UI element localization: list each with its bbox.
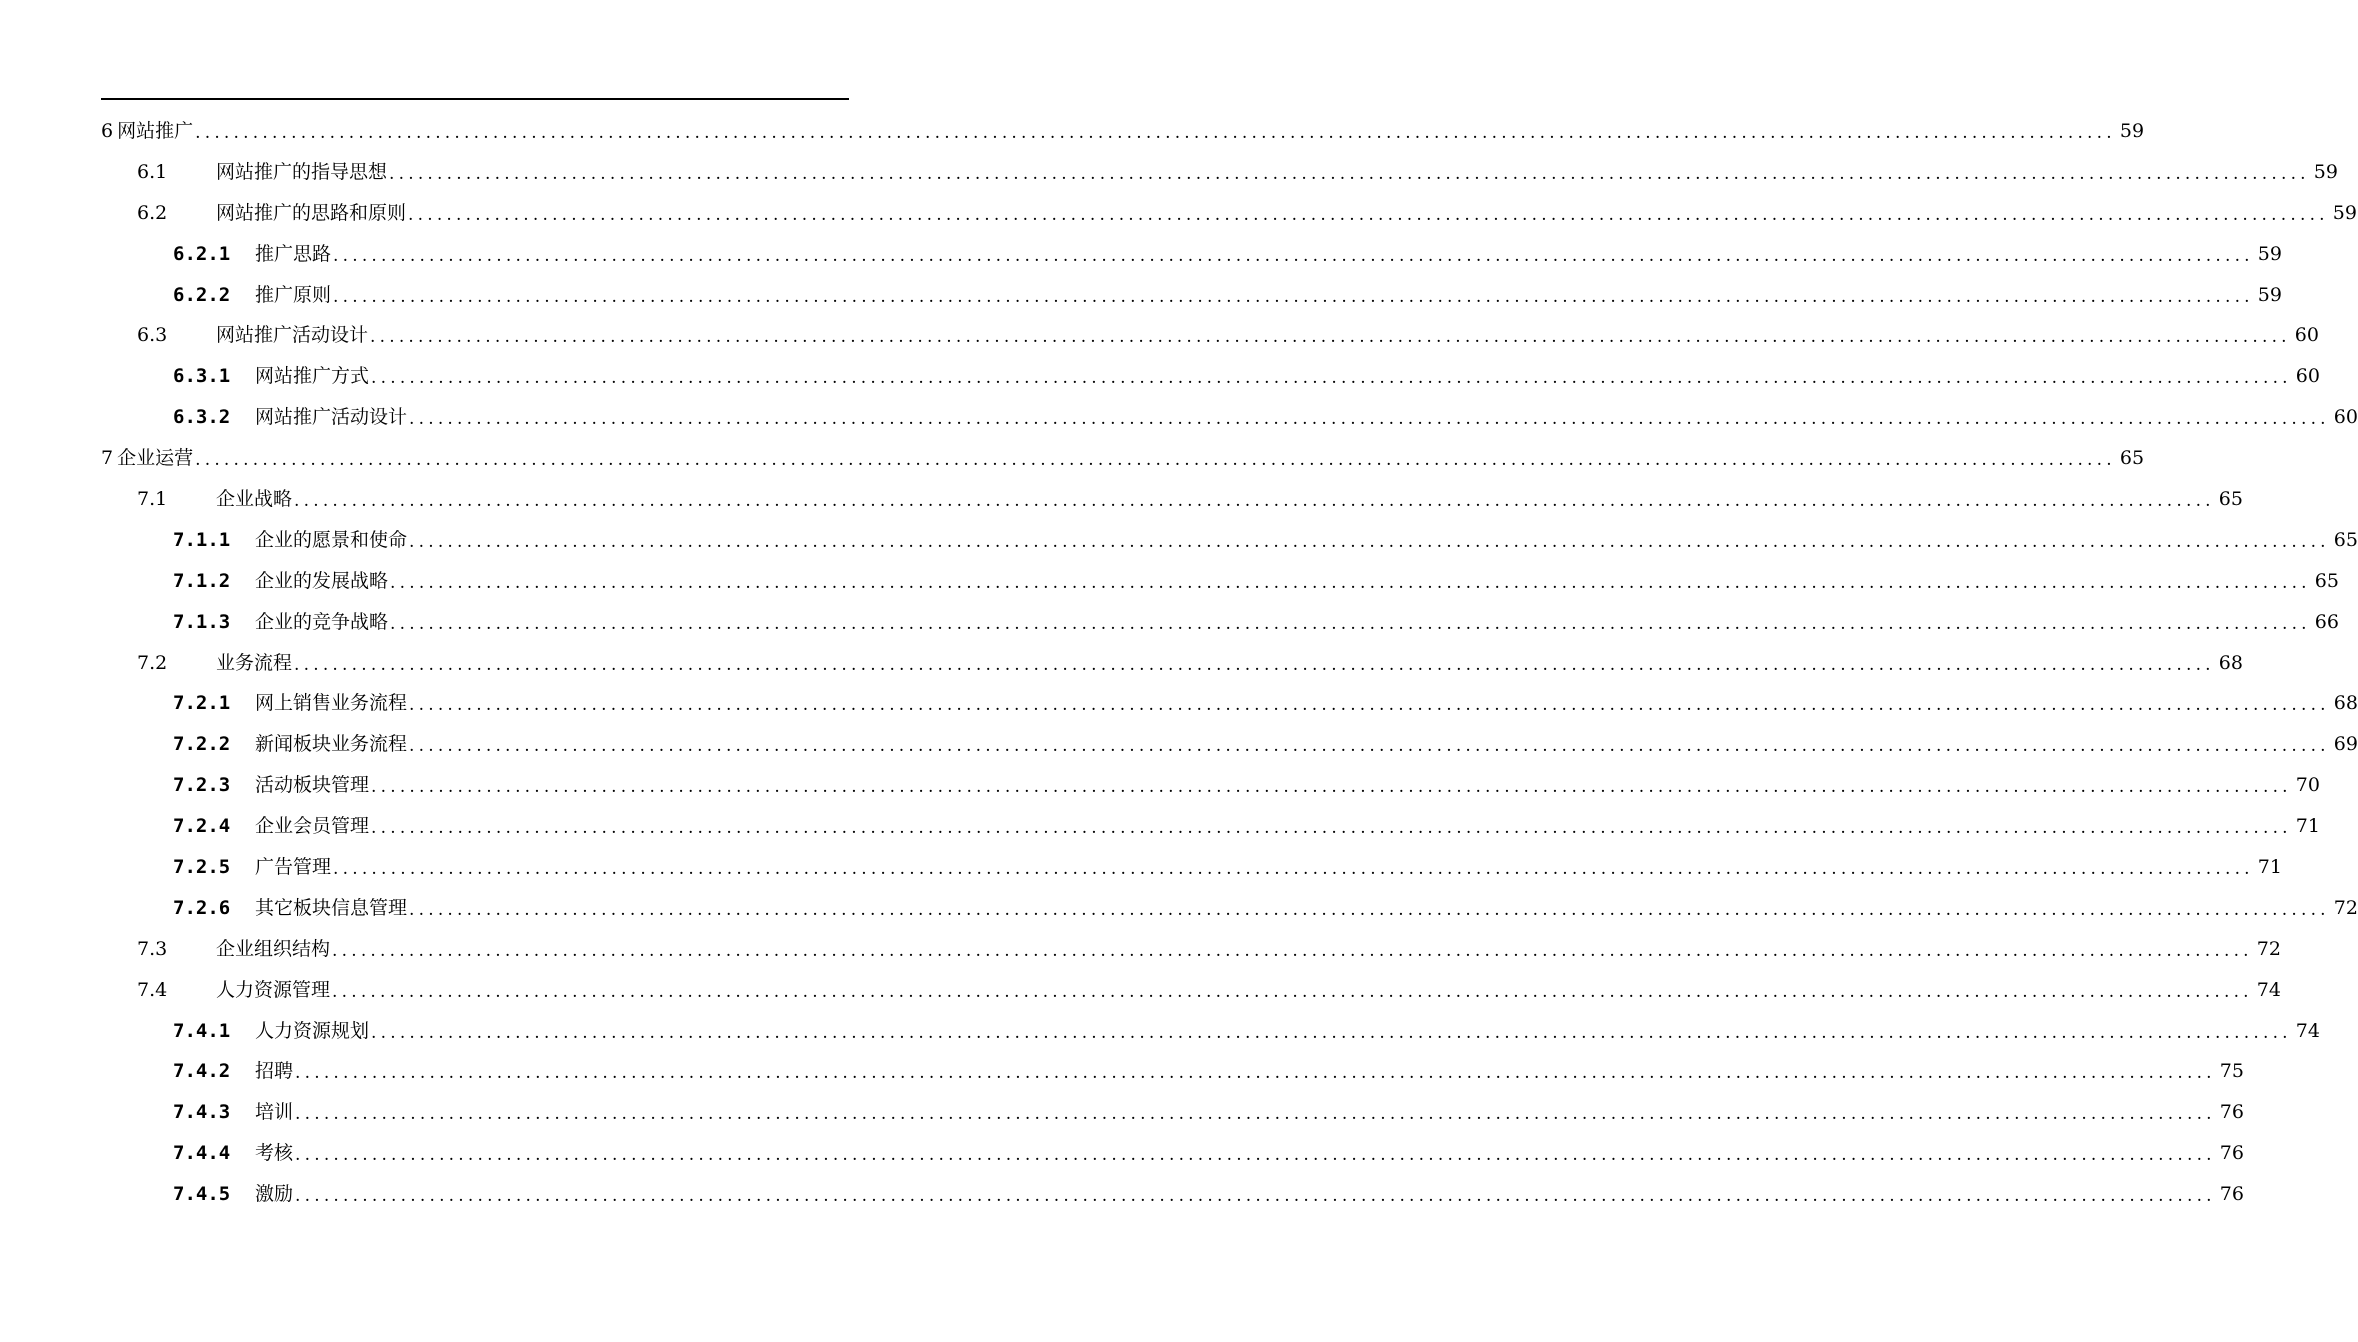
header-rule	[101, 98, 849, 100]
toc-entry-page-number: 65	[2314, 569, 2339, 592]
dot-leader: ........................................................................................................................................................................................................	[409, 899, 2330, 920]
toc-entry-number: 7.4	[137, 978, 168, 1001]
toc-entry-7-1-2[interactable]	[101, 561, 2339, 602]
toc-entry-6-3-2[interactable]	[101, 397, 2358, 438]
toc-entry-page-number: 70	[2295, 774, 2320, 797]
dot-leader: ........................................................................................................................................................................................................	[409, 695, 2330, 716]
toc-entry-page-number: 59	[2257, 283, 2282, 306]
toc-entry-page-number: 75	[2219, 1060, 2244, 1083]
toc-entry-number: 7.4.5	[173, 1183, 231, 1206]
toc-entry-7-2[interactable]	[101, 643, 2243, 684]
toc-entry-7-4-5[interactable]	[101, 1174, 2244, 1215]
toc-entry-page-number: 74	[2295, 1019, 2320, 1042]
toc-entry-7-4[interactable]	[101, 970, 2281, 1011]
toc-entry-title: 广告管理	[255, 855, 332, 878]
toc-entry-page-number: 76	[2219, 1142, 2244, 1165]
toc-entry-title: 网站推广活动设计	[216, 324, 369, 347]
toc-entry-7-2-3[interactable]	[101, 765, 2320, 806]
toc-entry-number: 7.2.6	[173, 896, 231, 919]
toc-entry-title: 培训	[255, 1101, 294, 1124]
dot-leader: ........................................................................................................................................................................................................	[390, 613, 2311, 634]
toc-entry-number: 7.2	[137, 651, 168, 674]
toc-entry-page-number: 60	[2333, 406, 2358, 429]
toc-entry-page-number: 59	[2332, 201, 2357, 224]
dot-leader: ........................................................................................................................................................................................................	[294, 654, 2215, 675]
toc-entry-number: 6.3.1	[173, 365, 231, 388]
toc-entry-7-2-5[interactable]	[101, 847, 2282, 888]
dot-leader: ........................................................................................................................................................................................................	[332, 940, 2253, 961]
toc-entry-title: 企业的愿景和使命	[255, 528, 408, 551]
toc-entry-title: 企业会员管理	[255, 815, 370, 838]
toc-entry-page-number: 65	[2119, 447, 2145, 470]
toc-entry-number: 7.4.4	[173, 1142, 231, 1165]
toc-entry-title: 其它板块信息管理	[255, 896, 408, 919]
toc-entry-title: 企业的发展战略	[255, 569, 389, 592]
toc-entry-page-number: 66	[2314, 610, 2339, 633]
toc-entry-title: 网上销售业务流程	[255, 692, 408, 715]
toc-entry-7[interactable]	[101, 438, 2145, 479]
toc-entry-title: 活动板块管理	[255, 774, 370, 797]
toc-entry-number: 7.4.3	[173, 1101, 231, 1124]
toc-entry-7-4-2[interactable]	[101, 1051, 2244, 1092]
dot-leader: ........................................................................................................................................................................................................	[333, 286, 2254, 307]
dot-leader: ........................................................................................................................................................................................................	[332, 981, 2253, 1002]
toc-entry-page-number: 65	[2218, 487, 2243, 510]
dot-leader: ........................................................................................................................................................................................................	[371, 777, 2292, 798]
toc-entry-number: 7.4.1	[173, 1019, 231, 1042]
toc-entry-title: 人力资源管理	[216, 978, 331, 1001]
toc-entry-number: 7.1	[137, 487, 168, 510]
dot-leader: ........................................................................................................................................................................................................	[195, 450, 2116, 471]
dot-leader: ........................................................................................................................................................................................................	[333, 245, 2254, 266]
toc-entry-6-3[interactable]	[101, 315, 2319, 356]
toc-entry-7-4-3[interactable]	[101, 1092, 2244, 1133]
toc-entry-page-number: 76	[2219, 1101, 2244, 1124]
toc-entry-title: 人力资源规划	[255, 1019, 370, 1042]
dot-leader: ........................................................................................................................................................................................................	[333, 858, 2254, 879]
toc-entry-6-1[interactable]	[101, 152, 2338, 193]
toc-entry-7-2-6[interactable]	[101, 888, 2358, 929]
toc-entry-title: 业务流程	[216, 651, 293, 674]
toc-entry-7-3[interactable]	[101, 929, 2281, 970]
toc-entry-6-2-2[interactable]	[101, 275, 2282, 316]
dot-leader: ........................................................................................................................................................................................................	[371, 1022, 2292, 1043]
toc-entry-number: 7.4.2	[173, 1060, 231, 1083]
toc-entry-7-4-1[interactable]	[101, 1011, 2320, 1052]
toc-entry-number: 6.3.2	[173, 406, 231, 429]
dot-leader: ........................................................................................................................................................................................................	[409, 409, 2330, 430]
toc-entry-6-2-1[interactable]	[101, 234, 2282, 275]
toc-entry-number: 6.3	[137, 324, 168, 347]
dot-leader: ........................................................................................................................................................................................................	[294, 490, 2215, 511]
toc-entry-6-2[interactable]	[101, 193, 2357, 234]
toc-entry-number: 7.2.5	[173, 855, 231, 878]
dot-leader: ........................................................................................................................................................................................................	[390, 572, 2311, 593]
toc-entry-page-number: 71	[2257, 855, 2282, 878]
toc-entry-number: 7.2.2	[173, 733, 231, 756]
toc-entry-title: 招聘	[255, 1060, 294, 1083]
toc-entry-page-number: 74	[2256, 978, 2281, 1001]
toc-entry-7-1[interactable]	[101, 479, 2243, 520]
dot-leader: ........................................................................................................................................................................................................	[408, 204, 2329, 225]
dot-leader: ........................................................................................................................................................................................................	[409, 736, 2330, 757]
dot-leader: ........................................................................................................................................................................................................	[295, 1104, 2216, 1125]
toc-entry-page-number: 60	[2294, 324, 2319, 347]
toc-entry-number: 7.1.1	[173, 528, 231, 551]
toc-entry-title: 激励	[255, 1183, 294, 1206]
toc-entry-number: 7.2.1	[173, 692, 231, 715]
toc-entry-title: 网站推广活动设计	[255, 406, 408, 429]
toc-entry-title: 推广原则	[255, 283, 332, 306]
dot-leader: ........................................................................................................................................................................................................	[295, 1145, 2216, 1166]
dot-leader: ........................................................................................................................................................................................................	[295, 1186, 2216, 1207]
table-of-contents	[101, 111, 2358, 1215]
toc-entry-7-1-3[interactable]	[101, 602, 2339, 643]
toc-entry-number: 6.2	[137, 201, 168, 224]
toc-entry-page-number: 76	[2219, 1183, 2244, 1206]
toc-entry-6-3-1[interactable]	[101, 356, 2320, 397]
toc-entry-page-number: 68	[2218, 651, 2243, 674]
toc-entry-number: 6.2.1	[173, 242, 231, 265]
dot-leader: ........................................................................................................................................................................................................	[295, 1063, 2216, 1084]
toc-entry-title: 企业战略	[216, 487, 293, 510]
toc-entry-title: 企业运营	[117, 447, 194, 470]
toc-entry-title: 网站推广的思路和原则	[216, 201, 407, 224]
toc-entry-number: 7.1.3	[173, 610, 231, 633]
toc-entry-page-number: 69	[2333, 733, 2358, 756]
toc-entry-7-2-1[interactable]	[101, 683, 2358, 724]
toc-entry-title: 推广思路	[255, 242, 332, 265]
toc-entry-7-4-4[interactable]	[101, 1133, 2244, 1174]
toc-entry-title: 企业组织结构	[216, 937, 331, 960]
toc-entry-number: 6.1	[137, 160, 168, 183]
toc-entry-7-2-4[interactable]	[101, 806, 2320, 847]
dot-leader: ........................................................................................................................................................................................................	[195, 122, 2116, 143]
toc-entry-page-number: 59	[2119, 119, 2145, 142]
toc-entry-number: 6.2.2	[173, 283, 231, 306]
toc-entry-page-number: 72	[2256, 937, 2281, 960]
toc-entry-7-2-2[interactable]	[101, 724, 2358, 765]
toc-entry-page-number: 60	[2295, 365, 2320, 388]
toc-entry-page-number: 65	[2333, 528, 2358, 551]
toc-entry-number: 7.1.2	[173, 569, 231, 592]
toc-entry-6[interactable]	[101, 111, 2145, 152]
toc-entry-page-number: 72	[2333, 896, 2358, 919]
toc-entry-page-number: 71	[2295, 815, 2320, 838]
dot-leader: ........................................................................................................................................................................................................	[389, 163, 2310, 184]
toc-entry-title: 网站推广的指导思想	[216, 160, 388, 183]
toc-entry-title: 企业的竞争战略	[255, 610, 389, 633]
toc-entry-title: 网站推广方式	[255, 365, 370, 388]
toc-entry-number: 6	[101, 119, 114, 142]
toc-entry-7-1-1[interactable]	[101, 520, 2358, 561]
dot-leader: ........................................................................................................................................................................................................	[371, 818, 2292, 839]
dot-leader: ........................................................................................................................................................................................................	[409, 531, 2330, 552]
toc-entry-number: 7.2.4	[173, 815, 231, 838]
toc-entry-page-number: 59	[2313, 160, 2338, 183]
toc-entry-title: 新闻板块业务流程	[255, 733, 408, 756]
toc-entry-title: 考核	[255, 1142, 294, 1165]
toc-entry-page-number: 68	[2333, 692, 2358, 715]
toc-entry-page-number: 59	[2257, 242, 2282, 265]
dot-leader: ........................................................................................................................................................................................................	[370, 327, 2291, 348]
toc-entry-number: 7.3	[137, 937, 168, 960]
toc-entry-number: 7	[101, 447, 114, 470]
dot-leader: ........................................................................................................................................................................................................	[371, 368, 2292, 389]
toc-entry-title: 网站推广	[117, 119, 194, 142]
toc-entry-number: 7.2.3	[173, 774, 231, 797]
